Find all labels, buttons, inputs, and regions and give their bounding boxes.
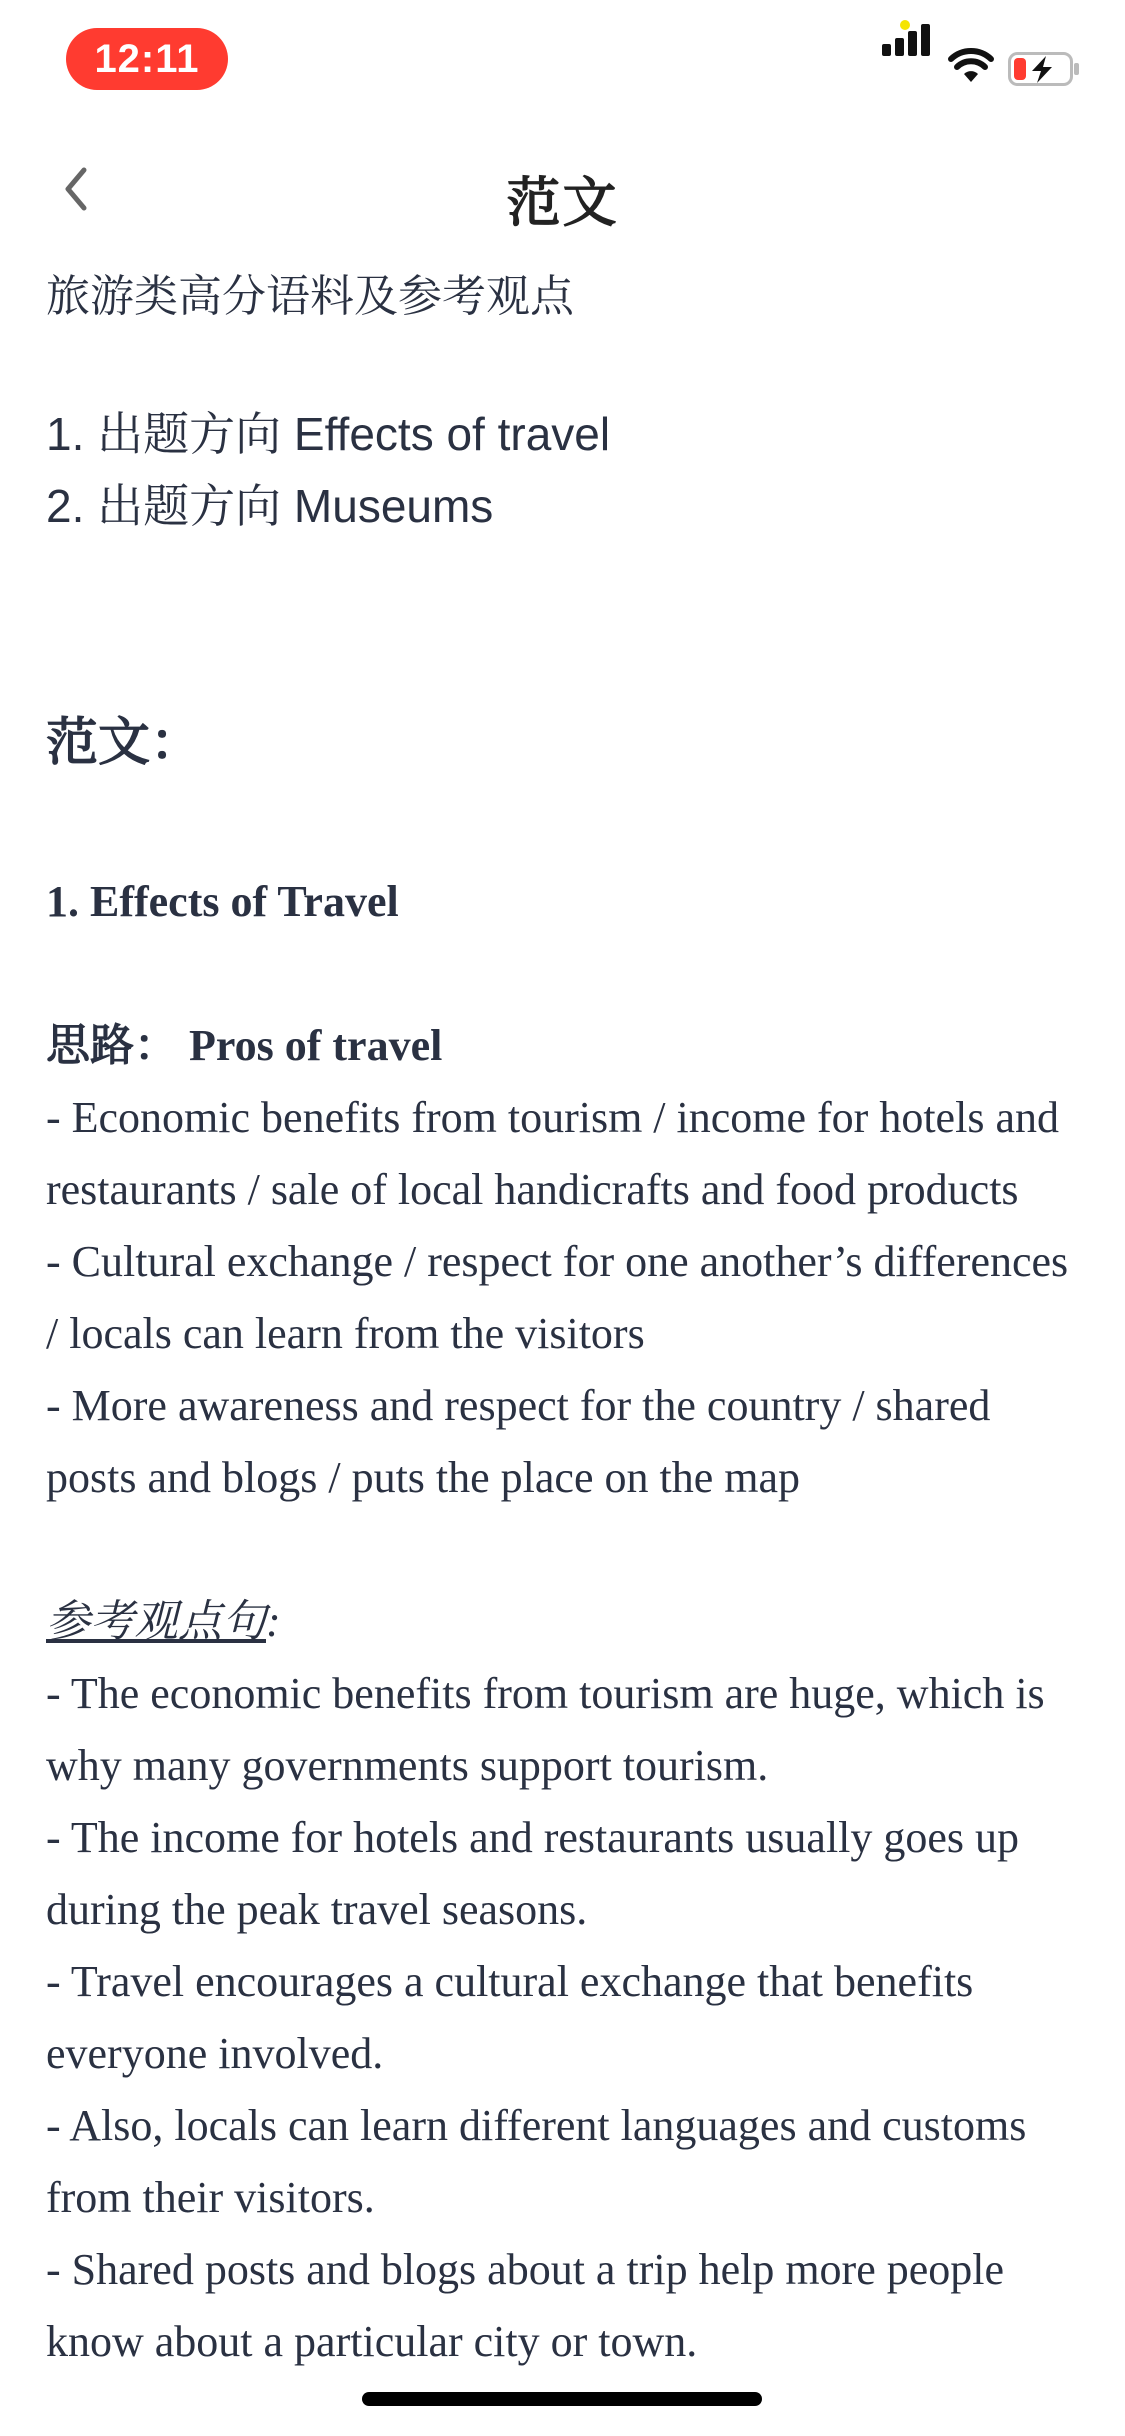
pro-point: - Cultural exchange / respect for one another’s differences / locals can learn from the visitors (46, 1237, 1069, 1358)
section-heading: 范文： (46, 714, 203, 772)
reference-sentence: - The economic benefits from tourism are huge, which is why many governments support tourism. (46, 1669, 1045, 1790)
idea-label: 思路： (46, 1021, 178, 1070)
subject-line: 旅游类高分语料及参考观点 (46, 272, 574, 321)
direction-item: 2. 出题方向 Museums (46, 480, 494, 532)
pro-point: - More awareness and respect for the country / shared posts and blogs / puts the place on the map (46, 1381, 991, 1502)
status-bar (0, 0, 1125, 130)
reference-sentence: - Also, locals can learn different languages and customs from their visitors. (46, 2101, 1027, 2222)
reference-heading (46, 1586, 1091, 1658)
intro-content (46, 262, 1086, 542)
battery-charging-icon (1008, 52, 1080, 86)
idea-heading (46, 1010, 1091, 1082)
status-time: 12:11 (66, 28, 228, 90)
page-title: 范文 (506, 173, 619, 233)
direction-list (46, 398, 1086, 542)
reference-sentence: - The income for hotels and restaurants usually goes up during the peak travel seasons. (46, 1813, 1020, 1934)
reference-sentence: - Shared posts and blogs about a trip help more people know about a particular city or town. (46, 2245, 1005, 2366)
direction-item: 1. 出题方向 Effects of travel (46, 408, 611, 460)
pro-point: - Economic benefits from tourism / income for hotels and restaurants / sale of local handicrafts and food products (46, 1093, 1059, 1214)
home-indicator[interactable] (362, 2392, 762, 2406)
reference-sentence: - Travel encourages a cultural exchange that benefits everyone involved. (46, 1957, 974, 2078)
reference-label: 参考观点句 (46, 1597, 266, 1646)
nav-bar (0, 130, 1125, 250)
privacy-indicator-dot (900, 20, 910, 30)
essay-title: 1. Effects of Travel (46, 877, 399, 926)
reference-colon: : (266, 1597, 281, 1646)
idea-title: Pros of travel (189, 1021, 443, 1070)
wifi-icon (948, 48, 994, 84)
essay (46, 866, 1091, 2378)
